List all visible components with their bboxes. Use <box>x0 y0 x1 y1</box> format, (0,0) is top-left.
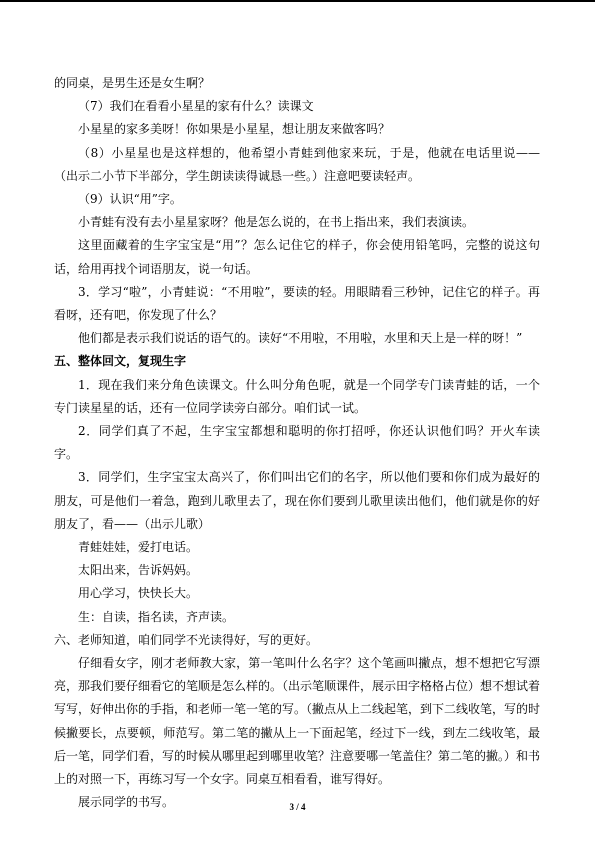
paragraph: 青蛙娃娃，爱打电话。 <box>78 540 199 555</box>
page-number: 3 / 4 <box>289 802 306 812</box>
paragraph: 展示同学的书写。 <box>78 795 175 810</box>
paragraph: 小青蛙有没有去小星星家呀？他是怎么说的，在书上指出来，我们表演读。 <box>78 215 475 230</box>
document-body <box>54 72 540 815</box>
paragraph: （9）认识“用”字。 <box>78 192 182 207</box>
paragraph: 生：自读，指名读，齐声读。 <box>78 609 235 624</box>
paragraph: 小星星的家多美呀！你如果是小星星，想让朋友来做客吗？ <box>78 122 391 137</box>
paragraph: 3．同学们，生字宝宝太高兴了，你们叫出它们的名字，所以他们要和你们成为最好的朋友，可是他们一着急，跑到儿歌里去了，现在你们要到儿歌里读出他们，他们就是你的好朋友了，看——（出示儿歌） <box>54 470 540 531</box>
paragraph: （7）我们在看看小星星的家有什么？读课文 <box>78 99 314 114</box>
paragraph: 3．学习“啦”，小青蛙说：“不用啦”，要读的轻。用眼睛看三秒钟，记住它的样子。再看呀，还有吧，你发现了什么？ <box>54 284 540 323</box>
paragraph: （8）小星星也是这样想的，他希望小青蛙到他家来玩，于是，他就在电话里说——（出示二小节下半部分，学生朗读读得诚恳一些。）注意吧要读轻声。 <box>54 145 540 183</box>
paragraph: 他们都是表示我们说话的语气的。读好“不用啦，不用啦，水里和天上是一样的呀！” <box>78 331 523 346</box>
paragraph: 用心学习，快快长大。 <box>78 586 199 601</box>
paragraph: 仔细看女字，刚才老师教大家，第一笔叫什么名字？这个笔画叫撇点，想不想把它写漂亮，那我们要仔细看它的笔顺是怎么样的。（出示笔顺课件，展示田字格格占位）想不想试着写写，好伸出你的手指，和老师一笔一笔的写。（撇点从上二线起笔，到下二线收笔，写的时候撇要长，点要顿，师范写。第二笔的撇从上一下面起笔，经过下一线，到左二线收笔，最后一笔，同学们看，写的时候从哪里起到哪里收笔？注意要哪一笔盖住？第二笔的撇。）和书上的对照一下，再练习写一个女字。同桌互相看看，谁写得好。 <box>54 656 541 787</box>
paragraph: 六、老师知道，咱们同学不光读得好，写的更好。 <box>54 632 319 647</box>
section-heading: 五、整体回文，复现生字 <box>54 354 187 369</box>
paragraph: 这里面藏着的生字宝宝是“用”？怎么记住它的样子，你会使用铅笔吗，完整的说这句话，给用再找个词语朋友，说一句话。 <box>54 238 540 276</box>
paragraph: 的同桌，是男生还是女生啊？ <box>54 76 211 90</box>
paragraph: 1．现在我们来分角色读课文。什么叫分角色呢，就是一个同学专门读青蛙的话，一个专门读星星的话，还有一位同学读旁白部分。咱们试一试。 <box>54 377 540 415</box>
paragraph: 太阳出来，告诉妈妈。 <box>78 563 199 578</box>
header-rule <box>0 0 595 2</box>
paragraph: 2．同学们真了不起，生字宝宝都想和聪明的你打招呼，你还认识他们吗？开火车读字。 <box>54 424 540 462</box>
